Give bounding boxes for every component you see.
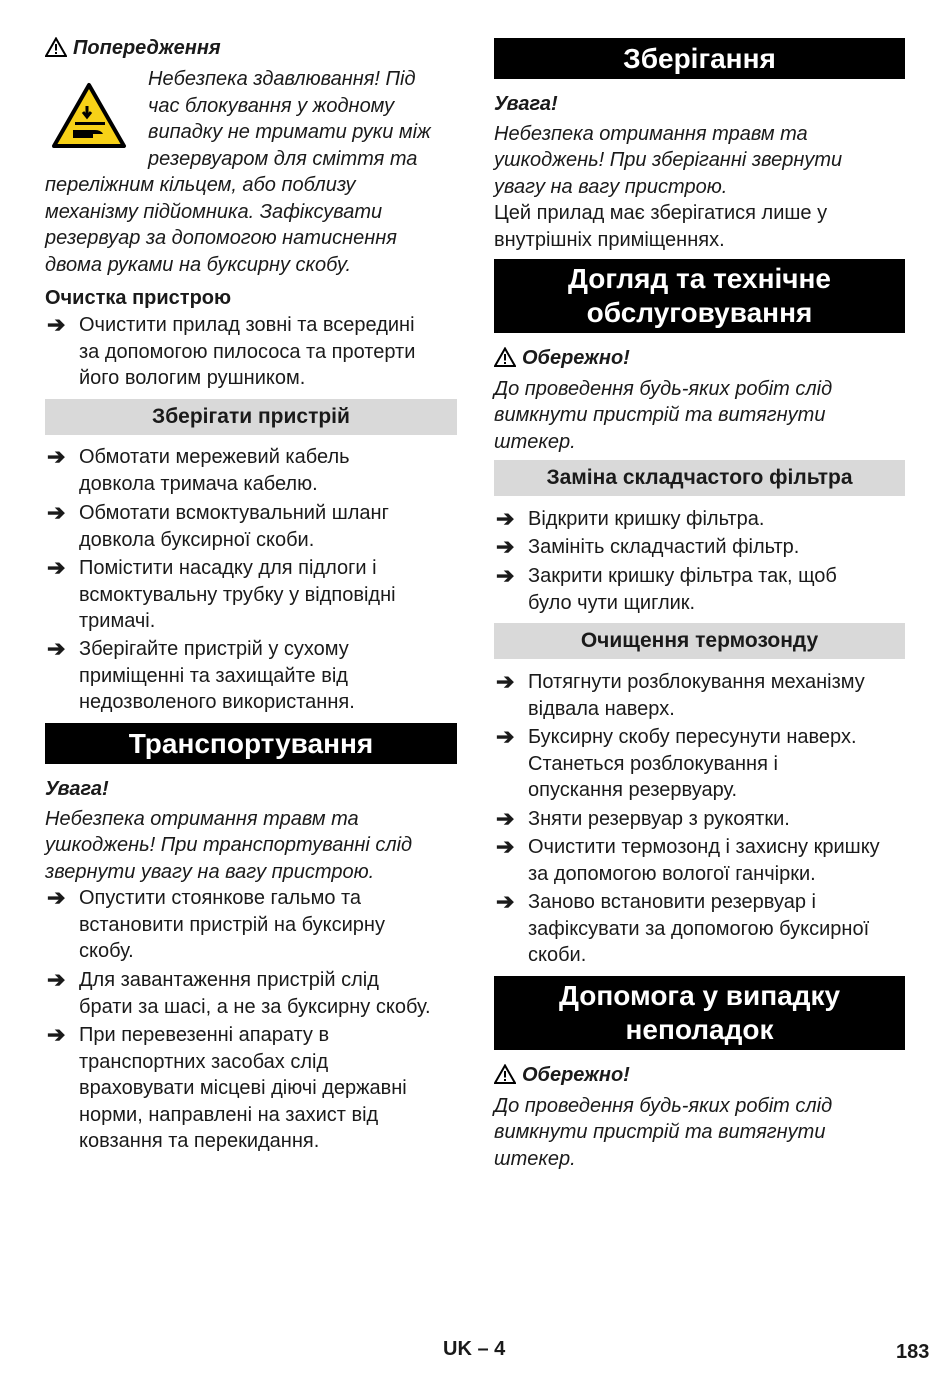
trouble-caution-line-2: вимкнути пристрій та витягнути [494,1121,826,1143]
arrow-right-icon: ➔ [496,724,515,749]
warning-title-row [45,35,221,62]
warning-line-3: випадку не тримати руки між [148,121,431,143]
warning-triangle-icon [45,37,67,57]
arrow-right-icon: ➔ [496,806,515,831]
filter-heading: Заміна складчастого фільтра [494,460,905,496]
storage-warning-line-2: ушкоджень! При зберіганні звернути [494,149,843,171]
warning-title: Попередження [73,37,221,59]
arrow-right-icon: ➔ [47,967,66,992]
care-caution-line-2: вимкнути пристрій та витягнути [494,404,826,426]
arrow-right-icon: ➔ [496,506,515,531]
storage-warning-line-1: Небезпека отримання травм та [494,123,808,145]
arrow-right-icon: ➔ [496,534,515,559]
care-heading-line-2: обслуговування [586,297,813,328]
arrow-right-icon: ➔ [47,885,66,910]
trouble-caution-title: Обережно! [522,1064,630,1086]
page-number: 183 [896,1341,930,1363]
care-heading-line-1: Догляд та технічне [567,263,832,294]
care-caution-line-1: До проведення будь-яких робіт слід [494,378,833,400]
trouble-caution-row [494,1062,630,1089]
arrow-right-icon: ➔ [496,563,515,588]
storage-note-line-2: внутрішніх приміщеннях. [494,229,725,251]
transport-warning-line-3: звернути увагу на вагу пристрою. [45,861,375,883]
footer-section-label: UK – 4 [443,1338,506,1360]
trouble-caution-line-3: штекер. [494,1148,576,1170]
transport-warning-line-2: ушкоджень! При транспортуванні слід [45,834,413,856]
warning-line-7: резервуар за допомогою натиснення [45,227,397,249]
storage-heading: Зберігання [494,38,905,79]
probe-heading: Очищення термозонду [494,623,905,659]
arrow-right-icon: ➔ [496,889,515,914]
arrow-right-icon: ➔ [47,312,66,337]
warning-line-1: Небезпека здавлювання! Під [148,68,416,90]
care-caution-title: Обережно! [522,347,630,369]
arrow-right-icon: ➔ [47,444,66,469]
transport-warning-line-1: Небезпека отримання травм та [45,808,359,830]
storage-attention: Увага! [494,93,558,115]
arrow-right-icon: ➔ [47,555,66,580]
care-heading [494,259,905,333]
care-caution-row [494,345,630,372]
warning-line-4: резервуаром для сміття та [148,148,418,170]
storage-warning-line-3: увагу на вагу пристрою. [494,176,728,198]
warning-line-6: механізму підйомника. Зафіксувати [45,201,383,223]
warning-line-2: час блокування у жодному [148,95,395,117]
transport-attention: Увага! [45,778,109,800]
troubleshooting-heading [494,976,905,1050]
arrow-right-icon: ➔ [47,1022,66,1047]
transport-heading: Транспортування [45,723,457,764]
trouble-heading-line-1: Допомога у випадку [558,980,841,1011]
arrow-right-icon: ➔ [47,636,66,661]
trouble-heading-line-2: неполадок [625,1014,774,1045]
arrow-right-icon: ➔ [496,669,515,694]
store-device-heading: Зберігати пристрій [45,399,457,435]
cleaning-title: Очистка пристрою [45,287,232,309]
arrow-right-icon: ➔ [496,834,515,859]
hand-crush-hazard-icon [51,82,127,150]
warning-line-5: переліжним кільцем, або поблизу [45,174,356,196]
warning-triangle-icon [494,347,516,367]
warning-line-8: двома руками на буксирну скобу. [45,254,352,276]
arrow-right-icon: ➔ [47,500,66,525]
warning-triangle-icon [494,1064,516,1084]
trouble-caution-line-1: До проведення будь-яких робіт слід [494,1095,833,1117]
care-caution-line-3: штекер. [494,431,576,453]
storage-note-line-1: Цей прилад має зберігатися лише у [494,202,828,224]
